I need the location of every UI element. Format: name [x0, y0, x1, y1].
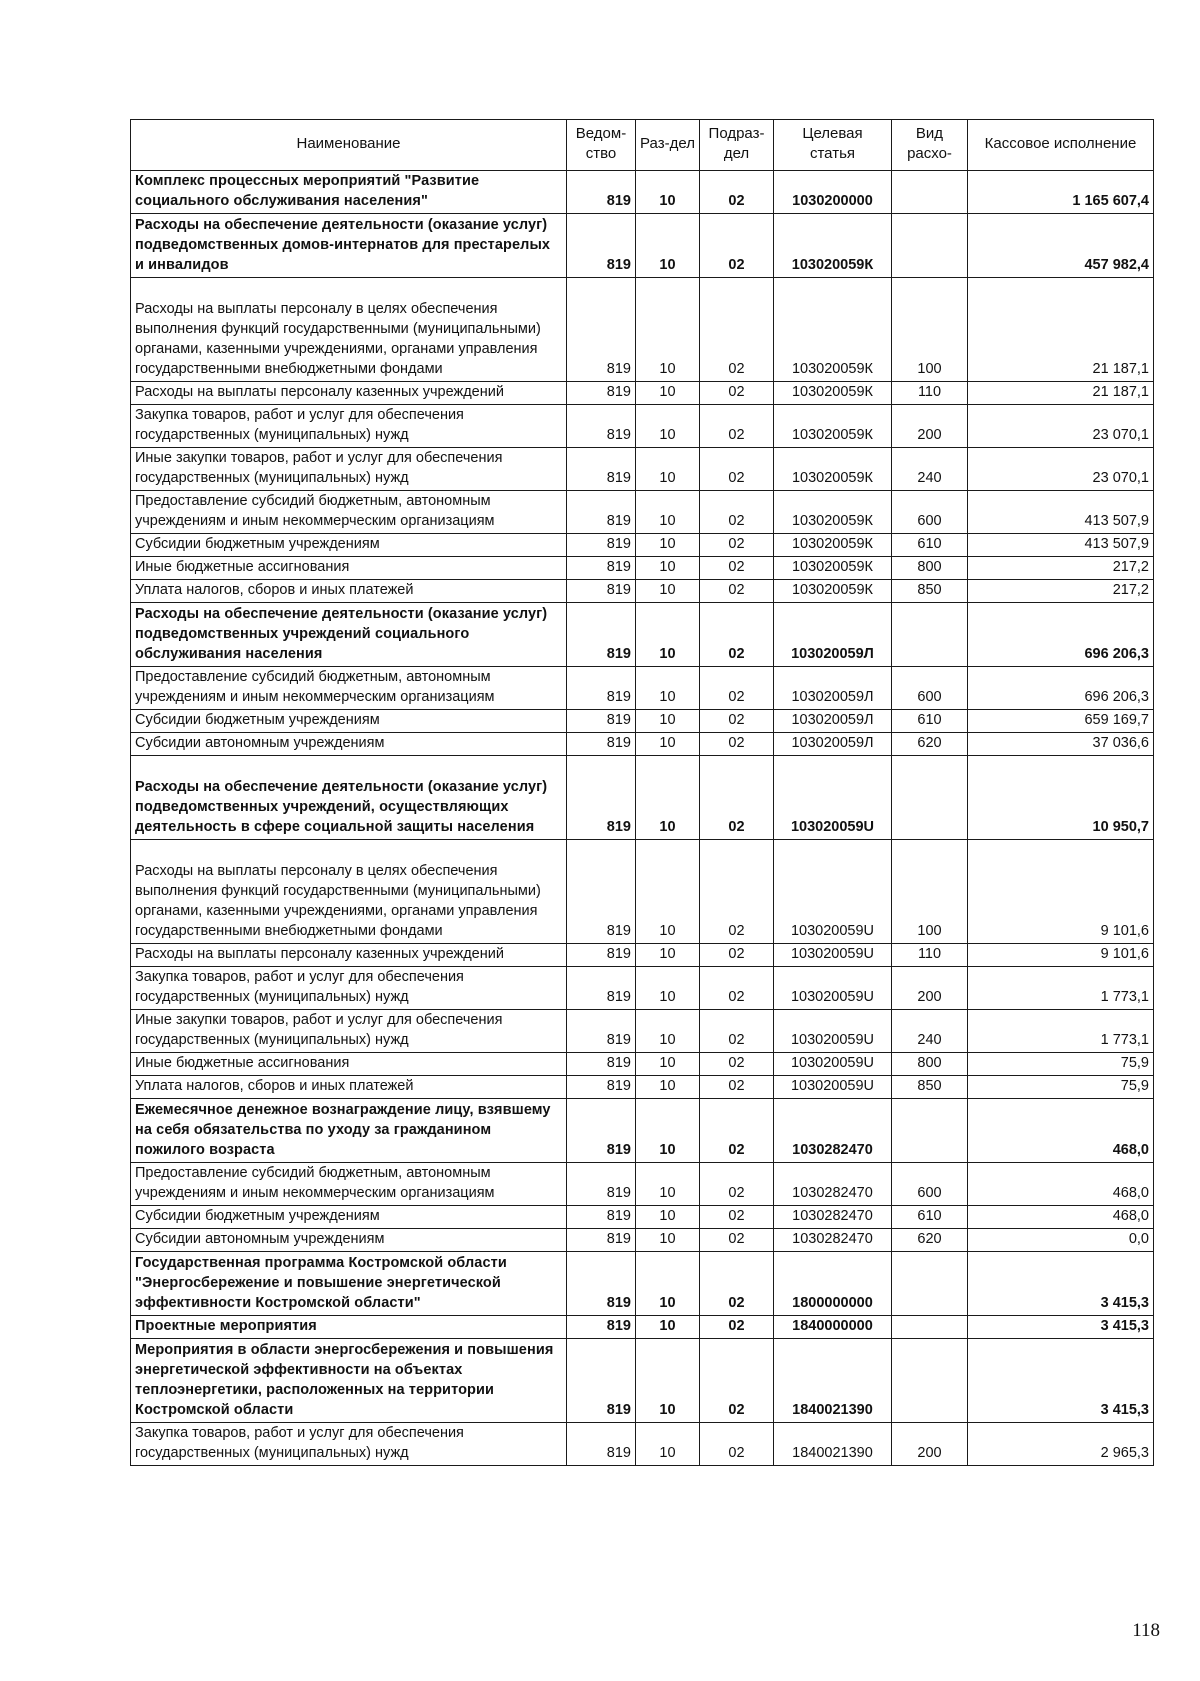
cell-target: 1030282470	[774, 1229, 892, 1252]
cell-vedomstvo: 819	[567, 840, 636, 944]
header-razdel: Раз-дел	[636, 120, 700, 171]
cell-name: Иные закупки товаров, работ и услуг для обеспечения государственных (муниципальных) нужд	[131, 1010, 567, 1053]
cell-target: 1840021390	[774, 1339, 892, 1423]
cell-amount: 0,0	[968, 1229, 1154, 1252]
cell-target: 103020059К	[774, 491, 892, 534]
cell-razdel: 10	[636, 944, 700, 967]
table-row	[131, 405, 1154, 448]
cell-vedomstvo: 819	[567, 1010, 636, 1053]
cell-razdel: 10	[636, 840, 700, 944]
cell-target: 103020059Л	[774, 733, 892, 756]
cell-name: Расходы на обеспечение деятельности (оказание услуг) подведомственных учреждений социального обслуживания населения	[131, 603, 567, 667]
cell-target: 103020059U	[774, 756, 892, 840]
cell-razdel: 10	[636, 214, 700, 278]
cell-razdel: 10	[636, 1316, 700, 1339]
table-row	[131, 733, 1154, 756]
cell-vedomstvo: 819	[567, 557, 636, 580]
cell-razdel: 10	[636, 1010, 700, 1053]
cell-amount: 659 169,7	[968, 710, 1154, 733]
cell-podrazdel: 02	[700, 491, 774, 534]
cell-vedomstvo: 819	[567, 756, 636, 840]
cell-amount: 75,9	[968, 1076, 1154, 1099]
cell-vedomstvo: 819	[567, 944, 636, 967]
cell-vid: 200	[892, 405, 968, 448]
cell-razdel: 10	[636, 1053, 700, 1076]
cell-amount: 9 101,6	[968, 944, 1154, 967]
cell-name: Расходы на выплаты персоналу в целях обеспечения выполнения функций государственными (муниципальными) органами, казенными учреждениями, органами управления государственными внебюджетными фондами	[131, 840, 567, 944]
cell-vid: 600	[892, 491, 968, 534]
cell-amount: 1 165 607,4	[968, 171, 1154, 214]
cell-podrazdel: 02	[700, 448, 774, 491]
cell-target: 103020059К	[774, 405, 892, 448]
table-row	[131, 214, 1154, 278]
cell-podrazdel: 02	[700, 557, 774, 580]
table-row	[131, 171, 1154, 214]
cell-podrazdel: 02	[700, 1316, 774, 1339]
cell-amount: 23 070,1	[968, 448, 1154, 491]
cell-vid: 100	[892, 840, 968, 944]
cell-vedomstvo: 819	[567, 1423, 636, 1466]
cell-podrazdel: 02	[700, 1010, 774, 1053]
table-row	[131, 1206, 1154, 1229]
cell-target: 1840021390	[774, 1423, 892, 1466]
cell-target: 103020059Л	[774, 667, 892, 710]
cell-target: 103020059Л	[774, 710, 892, 733]
cell-razdel: 10	[636, 710, 700, 733]
page-number: 118	[1132, 1620, 1160, 1641]
cell-name: Комплекс процессных мероприятий "Развитие социального обслуживания населения"	[131, 171, 567, 214]
cell-amount: 217,2	[968, 557, 1154, 580]
cell-target: 103020059U	[774, 944, 892, 967]
cell-vedomstvo: 819	[567, 580, 636, 603]
table-row	[131, 534, 1154, 557]
cell-name: Ежемесячное денежное вознаграждение лицу, взявшему на себя обязательства по уходу за гражданином пожилого возраста	[131, 1099, 567, 1163]
cell-podrazdel: 02	[700, 405, 774, 448]
cell-razdel: 10	[636, 1163, 700, 1206]
table-row	[131, 603, 1154, 667]
cell-name: Субсидии бюджетным учреждениям	[131, 1206, 567, 1229]
cell-amount: 468,0	[968, 1206, 1154, 1229]
cell-vedomstvo: 819	[567, 1099, 636, 1163]
cell-vedomstvo: 819	[567, 1316, 636, 1339]
cell-podrazdel: 02	[700, 733, 774, 756]
table-row	[131, 448, 1154, 491]
cell-amount: 457 982,4	[968, 214, 1154, 278]
cell-amount: 696 206,3	[968, 667, 1154, 710]
cell-vedomstvo: 819	[567, 534, 636, 557]
cell-razdel: 10	[636, 967, 700, 1010]
cell-vid: 610	[892, 710, 968, 733]
cell-razdel: 10	[636, 603, 700, 667]
cell-vid: 240	[892, 1010, 968, 1053]
cell-podrazdel: 02	[700, 171, 774, 214]
cell-name: Предоставление субсидий бюджетным, автономным учреждениям и иным некоммерческим организациям	[131, 667, 567, 710]
cell-podrazdel: 02	[700, 214, 774, 278]
cell-vid: 850	[892, 1076, 968, 1099]
cell-vid	[892, 1316, 968, 1339]
cell-target: 1030200000	[774, 171, 892, 214]
cell-podrazdel: 02	[700, 1423, 774, 1466]
cell-podrazdel: 02	[700, 603, 774, 667]
cell-vid: 800	[892, 1053, 968, 1076]
cell-vedomstvo: 819	[567, 967, 636, 1010]
cell-target: 1030282470	[774, 1163, 892, 1206]
cell-podrazdel: 02	[700, 840, 774, 944]
cell-vid: 200	[892, 967, 968, 1010]
table-row	[131, 491, 1154, 534]
cell-amount: 413 507,9	[968, 491, 1154, 534]
cell-podrazdel: 02	[700, 1053, 774, 1076]
cell-name: Закупка товаров, работ и услуг для обеспечения государственных (муниципальных) нужд	[131, 1423, 567, 1466]
cell-vid: 620	[892, 1229, 968, 1252]
table-row	[131, 840, 1154, 944]
cell-name: Проектные мероприятия	[131, 1316, 567, 1339]
cell-target: 1800000000	[774, 1252, 892, 1316]
cell-podrazdel: 02	[700, 944, 774, 967]
cell-vid: 620	[892, 733, 968, 756]
header-name: Наименование	[131, 120, 567, 171]
cell-vid: 200	[892, 1423, 968, 1466]
cell-razdel: 10	[636, 1229, 700, 1252]
cell-razdel: 10	[636, 1206, 700, 1229]
cell-amount: 21 187,1	[968, 278, 1154, 382]
table-row	[131, 1163, 1154, 1206]
table-row	[131, 278, 1154, 382]
cell-amount: 23 070,1	[968, 405, 1154, 448]
cell-amount: 1 773,1	[968, 967, 1154, 1010]
cell-target: 103020059К	[774, 557, 892, 580]
cell-vedomstvo: 819	[567, 1163, 636, 1206]
cell-amount: 413 507,9	[968, 534, 1154, 557]
cell-podrazdel: 02	[700, 1163, 774, 1206]
cell-target: 103020059К	[774, 534, 892, 557]
cell-podrazdel: 02	[700, 1076, 774, 1099]
table-row	[131, 580, 1154, 603]
cell-vid	[892, 756, 968, 840]
cell-name: Субсидии бюджетным учреждениям	[131, 534, 567, 557]
cell-name: Расходы на выплаты персоналу казенных учреждений	[131, 382, 567, 405]
cell-razdel: 10	[636, 491, 700, 534]
cell-name: Расходы на выплаты персоналу казенных учреждений	[131, 944, 567, 967]
table-body	[131, 171, 1154, 1466]
cell-podrazdel: 02	[700, 967, 774, 1010]
cell-vedomstvo: 819	[567, 171, 636, 214]
cell-podrazdel: 02	[700, 534, 774, 557]
cell-vedomstvo: 819	[567, 1229, 636, 1252]
table-row	[131, 1423, 1154, 1466]
table-row	[131, 1053, 1154, 1076]
cell-name: Уплата налогов, сборов и иных платежей	[131, 580, 567, 603]
header-vid: Вид расхо-	[892, 120, 968, 171]
cell-razdel: 10	[636, 1339, 700, 1423]
cell-razdel: 10	[636, 1076, 700, 1099]
cell-target: 103020059К	[774, 580, 892, 603]
table-row	[131, 1316, 1154, 1339]
table-row	[131, 1252, 1154, 1316]
cell-vedomstvo: 819	[567, 1339, 636, 1423]
cell-target: 1840000000	[774, 1316, 892, 1339]
cell-vid	[892, 1339, 968, 1423]
cell-vid: 110	[892, 944, 968, 967]
cell-vedomstvo: 819	[567, 1053, 636, 1076]
cell-name: Субсидии автономным учреждениям	[131, 1229, 567, 1252]
cell-amount: 3 415,3	[968, 1252, 1154, 1316]
table-header-row	[131, 120, 1154, 171]
cell-name: Предоставление субсидий бюджетным, автономным учреждениям и иным некоммерческим организациям	[131, 491, 567, 534]
cell-vid	[892, 1252, 968, 1316]
cell-vedomstvo: 819	[567, 448, 636, 491]
cell-podrazdel: 02	[700, 1099, 774, 1163]
cell-razdel: 10	[636, 171, 700, 214]
cell-vedomstvo: 819	[567, 491, 636, 534]
cell-amount: 75,9	[968, 1053, 1154, 1076]
cell-vid: 850	[892, 580, 968, 603]
cell-vid: 240	[892, 448, 968, 491]
table-row	[131, 944, 1154, 967]
cell-amount: 3 415,3	[968, 1316, 1154, 1339]
table-row	[131, 1229, 1154, 1252]
cell-podrazdel: 02	[700, 382, 774, 405]
cell-vid: 600	[892, 667, 968, 710]
table-row	[131, 557, 1154, 580]
cell-name: Субсидии бюджетным учреждениям	[131, 710, 567, 733]
cell-vid	[892, 214, 968, 278]
cell-name: Закупка товаров, работ и услуг для обеспечения государственных (муниципальных) нужд	[131, 967, 567, 1010]
cell-vedomstvo: 819	[567, 603, 636, 667]
cell-razdel: 10	[636, 405, 700, 448]
cell-amount: 21 187,1	[968, 382, 1154, 405]
cell-vid: 100	[892, 278, 968, 382]
cell-vedomstvo: 819	[567, 1206, 636, 1229]
cell-razdel: 10	[636, 580, 700, 603]
table-row	[131, 382, 1154, 405]
table-row	[131, 1010, 1154, 1053]
cell-razdel: 10	[636, 382, 700, 405]
cell-razdel: 10	[636, 667, 700, 710]
header-amount: Кассовое исполнение	[968, 120, 1154, 171]
cell-vid	[892, 1099, 968, 1163]
cell-target: 1030282470	[774, 1099, 892, 1163]
table-row	[131, 756, 1154, 840]
cell-amount: 10 950,7	[968, 756, 1154, 840]
cell-razdel: 10	[636, 448, 700, 491]
cell-name: Предоставление субсидий бюджетным, автономным учреждениям и иным некоммерческим организациям	[131, 1163, 567, 1206]
cell-name: Иные закупки товаров, работ и услуг для обеспечения государственных (муниципальных) нужд	[131, 448, 567, 491]
cell-amount: 1 773,1	[968, 1010, 1154, 1053]
cell-name: Уплата налогов, сборов и иных платежей	[131, 1076, 567, 1099]
cell-name: Иные бюджетные ассигнования	[131, 557, 567, 580]
cell-target: 103020059U	[774, 1053, 892, 1076]
cell-vedomstvo: 819	[567, 278, 636, 382]
header-podrazdel: Подраз-дел	[700, 120, 774, 171]
cell-name: Расходы на выплаты персоналу в целях обеспечения выполнения функций государственными (муниципальными) органами, казенными учреждениями, органами управления государственными внебюджетными фондами	[131, 278, 567, 382]
cell-vid: 610	[892, 1206, 968, 1229]
cell-amount: 696 206,3	[968, 603, 1154, 667]
cell-amount: 468,0	[968, 1163, 1154, 1206]
cell-razdel: 10	[636, 557, 700, 580]
cell-name: Мероприятия в области энергосбережения и повышения энергетической эффективности на объектах теплоэнергетики, расположенных на территории Костромской области	[131, 1339, 567, 1423]
cell-podrazdel: 02	[700, 1229, 774, 1252]
cell-amount: 2 965,3	[968, 1423, 1154, 1466]
cell-amount: 468,0	[968, 1099, 1154, 1163]
cell-vedomstvo: 819	[567, 382, 636, 405]
cell-vedomstvo: 819	[567, 733, 636, 756]
cell-target: 103020059К	[774, 448, 892, 491]
cell-vedomstvo: 819	[567, 1252, 636, 1316]
cell-vid	[892, 603, 968, 667]
cell-name: Иные бюджетные ассигнования	[131, 1053, 567, 1076]
cell-podrazdel: 02	[700, 278, 774, 382]
cell-vedomstvo: 819	[567, 214, 636, 278]
cell-vedomstvo: 819	[567, 405, 636, 448]
cell-name: Расходы на обеспечение деятельности (оказание услуг) подведомственных домов-интернатов для престарелых и инвалидов	[131, 214, 567, 278]
cell-name: Субсидии автономным учреждениям	[131, 733, 567, 756]
cell-razdel: 10	[636, 534, 700, 557]
cell-podrazdel: 02	[700, 756, 774, 840]
cell-name: Расходы на обеспечение деятельности (оказание услуг) подведомственных учреждений, осуществляющих деятельность в сфере социальной защиты населения	[131, 756, 567, 840]
cell-podrazdel: 02	[700, 667, 774, 710]
cell-razdel: 10	[636, 278, 700, 382]
cell-vid	[892, 171, 968, 214]
cell-vid: 800	[892, 557, 968, 580]
header-target: Целевая статья	[774, 120, 892, 171]
table-row	[131, 667, 1154, 710]
cell-razdel: 10	[636, 1099, 700, 1163]
budget-table	[130, 119, 1154, 1466]
cell-target: 103020059U	[774, 967, 892, 1010]
table-row	[131, 1099, 1154, 1163]
cell-target: 103020059К	[774, 382, 892, 405]
cell-amount: 9 101,6	[968, 840, 1154, 944]
cell-podrazdel: 02	[700, 1206, 774, 1229]
cell-amount: 3 415,3	[968, 1339, 1154, 1423]
table-row	[131, 1076, 1154, 1099]
header-vedomstvo: Ведом-ство	[567, 120, 636, 171]
cell-vedomstvo: 819	[567, 710, 636, 733]
cell-podrazdel: 02	[700, 1339, 774, 1423]
cell-vedomstvo: 819	[567, 667, 636, 710]
cell-target: 103020059Л	[774, 603, 892, 667]
cell-target: 103020059U	[774, 1076, 892, 1099]
cell-podrazdel: 02	[700, 710, 774, 733]
cell-target: 103020059U	[774, 840, 892, 944]
cell-razdel: 10	[636, 733, 700, 756]
cell-podrazdel: 02	[700, 1252, 774, 1316]
cell-vid: 600	[892, 1163, 968, 1206]
cell-razdel: 10	[636, 1423, 700, 1466]
cell-target: 103020059К	[774, 278, 892, 382]
cell-podrazdel: 02	[700, 580, 774, 603]
cell-razdel: 10	[636, 756, 700, 840]
table-row	[131, 1339, 1154, 1423]
cell-vid: 110	[892, 382, 968, 405]
cell-vedomstvo: 819	[567, 1076, 636, 1099]
cell-amount: 217,2	[968, 580, 1154, 603]
cell-name: Государственная программа Костромской области "Энергосбережение и повышение энергетической эффективности Костромской области"	[131, 1252, 567, 1316]
cell-name: Закупка товаров, работ и услуг для обеспечения государственных (муниципальных) нужд	[131, 405, 567, 448]
cell-target: 103020059К	[774, 214, 892, 278]
cell-target: 103020059U	[774, 1010, 892, 1053]
cell-vid: 610	[892, 534, 968, 557]
table-row	[131, 710, 1154, 733]
cell-target: 1030282470	[774, 1206, 892, 1229]
cell-amount: 37 036,6	[968, 733, 1154, 756]
table-row	[131, 967, 1154, 1010]
cell-razdel: 10	[636, 1252, 700, 1316]
